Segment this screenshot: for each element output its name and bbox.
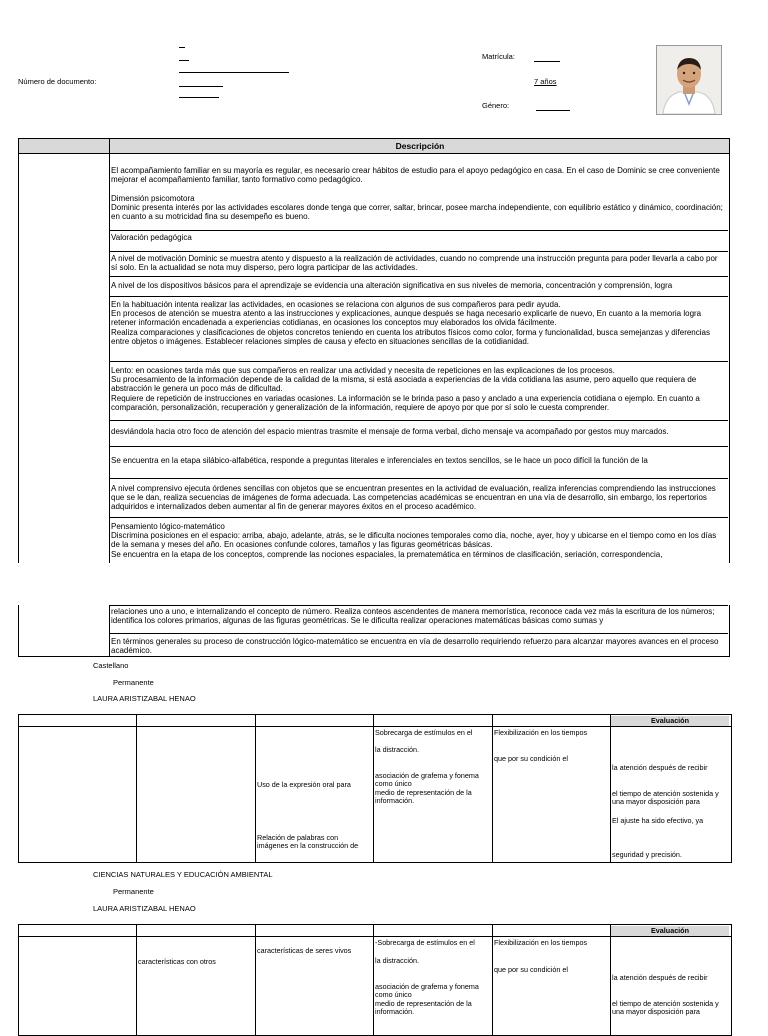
paragraph-math: Pensamiento lógico-matemático Discrimina posiciones en el espacio: arriba, abajo, adelante, atrás, se le dificulta nociones temporales como día, noche, ayer, hoy y ubicarse en el tiempo como en los días de la semana y meses del año. En ocasiones confunde colores, tamaños y las figuras geométricas básicas. Se encuentra en la etapa de los conceptos, comprende las nociones espaciales, la prematemática en términos de clasificación, seriación, correspondencia,	[111, 522, 717, 559]
column-divider	[109, 605, 110, 656]
description-header	[18, 138, 730, 154]
paragraph-speed: Lento: en ocasiones tarda más que sus compañeros en realizar una actividad y necesita de repeticiones en las explicaciones de los procesos. Su procesamiento de la información depende de la calidad de la misma, si está asociada a experiencias de la vida cotidiana las asume, pero aquello que requiera de abstracción le genera un poco más de dificultad. Requiere de repetición de instrucciones en variadas ocasiones. La información se le brinda paso a paso y anclado a una experiencia cotidiana o ejemplo. En cuanto a comparación, personalización, recuperación y generalización de la información, requiere de apoyo por que por sí solo le cuesta comprender.	[111, 366, 700, 412]
paragraph-comprehension: A nivel comprensivo ejecuta órdenes sencillas con objetos que se encuentran presentes en la actividad de evaluación, realiza inferencias comprendiendo las instrucciones que se le dan, realiza secuencias de imágenes de forma adecuada. Las competencias académicas se encuentran en una vía de desarrollo, sin embargo, los repertorios adquiridos e internalizados deben aumentar al fin de generar mayores éxitos en el proceso académico.	[111, 484, 716, 512]
duration-label: Permanente	[113, 887, 154, 896]
strategy-text: características de seres vivos	[257, 946, 352, 955]
doc-number-field	[179, 86, 223, 87]
genero-label: Género:	[482, 101, 510, 110]
matricula-field	[534, 61, 560, 62]
student-photo-icon	[657, 46, 721, 114]
age-value: 7 años	[534, 77, 557, 86]
column-divider	[109, 153, 110, 563]
paragraph-family: El acompañamiento familiar en su mayoría es regular, es necesario crear hábitos de estudio para el apoyo pedagógico en casa. En el caso de Dominic se cree conveniente mejorar el acompañamiento familiar, tanto formativo como pedagógico.	[111, 166, 720, 185]
strategy-text: Relación de palabras con imágenes en la construcción de	[257, 833, 359, 851]
evaluation-header: Evaluación	[611, 716, 729, 726]
evaluation-text: la atención después de recibir	[612, 973, 708, 982]
teacher-label: LAURA ARISTIZABAL HENAO	[93, 694, 196, 703]
evaluation-text: el tiempo de atención sostenida y una mayor disposición para	[612, 789, 719, 807]
student-photo	[656, 45, 722, 115]
blank-line-1	[179, 47, 185, 48]
row-rule	[109, 517, 728, 518]
strategy-text: Uso de la expresión oral para	[257, 780, 351, 789]
description-title: Descripción	[109, 139, 730, 153]
indicator-text: características con otros	[138, 957, 216, 966]
row-rule	[109, 230, 728, 231]
row-rule	[109, 276, 728, 277]
blank-line-2	[179, 60, 189, 61]
adjustment-text: Flexibilización en los tiempos	[494, 938, 588, 947]
genero-field	[536, 110, 570, 111]
barrier-text: asociación de grafema y fonema como único medio de representación de la información.	[375, 771, 479, 806]
barrier-text: -Sobrecarga de estímulos en el	[375, 938, 475, 947]
row-rule	[109, 420, 728, 421]
row-rule	[109, 478, 728, 479]
paragraph-valoracion-title: Valoración pedagógica	[111, 233, 192, 242]
matricula-label: Matrícula:	[482, 52, 515, 61]
adjustment-text: Flexibilización en los tiempos	[494, 728, 588, 737]
evaluation-header: Evaluación	[611, 926, 729, 936]
row-rule	[109, 251, 728, 252]
barrier-text: la distracción.	[375, 745, 419, 754]
paragraph-math-summary: En términos generales su proceso de construcción lógico-matemático se encuentra en vía de desarrollo requiriendo refuerzo para alcanzar mayores avances en el proceso académico.	[111, 637, 719, 656]
blank-line-3	[179, 72, 289, 73]
paragraph-motivation: A nivel de motivación Dominic se muestra atento y dispuesto a la realización de actividades, cuando no comprende una instrucción pregunta para poder llevarla a cabo por sí solo. En la actualidad se nota muy disperso, pero logra participar de las actividades.	[111, 254, 718, 273]
duration-label: Permanente	[113, 678, 154, 687]
row-rule	[109, 446, 728, 447]
adjustment-text: que por su condición el	[494, 754, 568, 763]
evaluation-text: El ajuste ha sido efectivo, ya	[612, 816, 704, 825]
adjustment-text: que por su condición el	[494, 965, 568, 974]
paragraph-devices: A nivel de los dispositivos básicos para el aprendizaje se evidencia una alteración significativa en sus niveles de memoria, concentración y comprensión, logra	[111, 281, 673, 290]
evaluation-text: seguridad y precisión.	[612, 850, 682, 859]
subject-label: CIENCIAS NATURALES Y EDUCACIÓN AMBIENTAL	[93, 870, 273, 879]
paragraph-math-continued: relaciones uno a uno, e internalizando el concepto de número. Realiza conteos ascendentes de manera memorística, reconoce cada vez más la escritura de los números; identifica los colores primarios, algunas de las figuras geométricas. Se le dificulta realizar operaciones matemáticas básicas como sumas y	[111, 607, 715, 626]
evaluation-text: el tiempo de atención sostenida y una mayor disposición para	[612, 999, 719, 1017]
doc-number-label: Número de documento:	[18, 77, 97, 86]
paragraph-psychomotor: Dimensión psicomotora Dominic presenta interés por las actividades escolares donde tenga que correr, saltar, brincar, posee marcha independiente, con equilibrio estático y dinámico, coordinación; en cuanto a su motricidad fina su desempeño es bueno.	[111, 194, 723, 222]
paragraph-attention: desviándola hacia otro foco de atención del espacio mientras trasmite el mensaje de forma verbal, dicho mensaje va acompañado por gestos muy marcados.	[111, 427, 669, 436]
blank-line-4	[179, 97, 219, 98]
subject-label: Castellano	[93, 661, 129, 670]
barrier-text: Sobrecarga de estímulos en el	[375, 728, 473, 737]
barrier-text: la distracción.	[375, 956, 419, 965]
row-rule	[109, 633, 728, 634]
row-rule	[109, 605, 728, 606]
row-rule	[109, 361, 728, 362]
row-rule	[109, 296, 728, 297]
paragraph-literacy: Se encuentra en la etapa silábico-alfabética, responde a preguntas literales e inferenciales en textos sencillos, se le hace un poco difícil la función de la	[111, 456, 648, 465]
teacher-label: LAURA ARISTIZABAL HENAO	[93, 904, 196, 913]
paragraph-habituation: En la habituación intenta realizar las actividades, en ocasiones se relaciona con algunos de sus compañeros para pedir ayuda. En procesos de atención se muestra atento a las instrucciones y explicaciones, aunque después se haga necesario explicarle de nuevo, En cuanto a la memoria logra retener información encadenada a experiencias cotidianas, en ocasiones los conceptos muy elaborados los olvida fácilmente. Realiza comparaciones y clasificaciones de objetos concretos teniendo en cuenta los atributos físicos como color, forma y funcionalidad, busca semejanzas y diferencias entre objetos o imágenes. Establecer relaciones simples de causa y efecto en situaciones sencillas de la cotidianidad.	[111, 300, 710, 346]
evaluation-text: la atención después de recibir	[612, 763, 708, 772]
barrier-text: asociación de grafema y fonema como único medio de representación de la información.	[375, 982, 479, 1017]
